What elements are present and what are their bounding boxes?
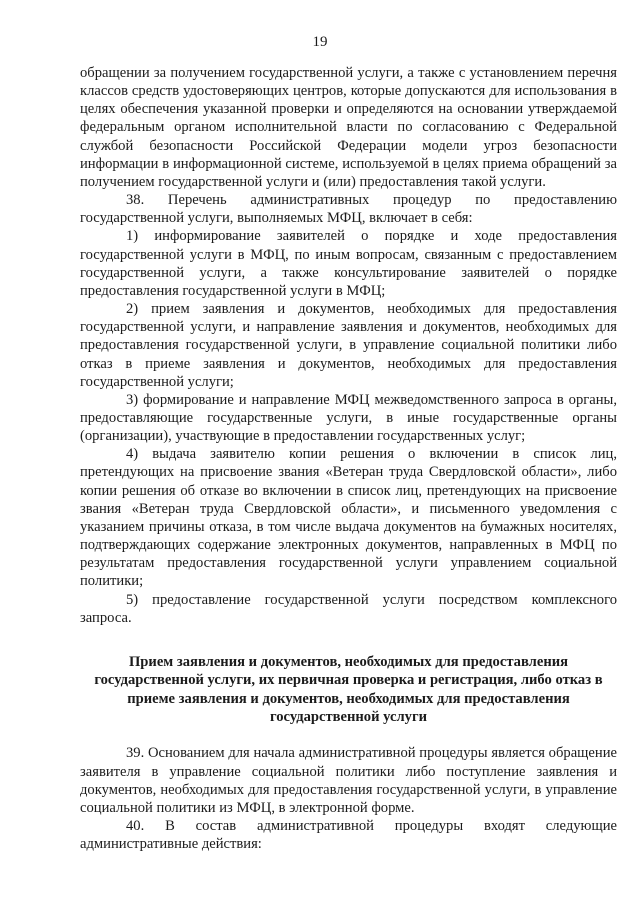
paragraph: 1) информирование заявителей о порядке и ходе предоставления государственной услуги в МФЦ, по иным вопросам, связанным с предоставлением государственной услуги, а также консультирование заявителей о порядке предоставления государственной услуги в МФЦ; <box>80 228 617 299</box>
paragraph: 40. В состав административной процедуры входят следующие административные действия: <box>80 818 617 853</box>
paragraph: 3) формирование и направление МФЦ межведомственного запроса в органы, предоставляющие государственные услуги, в иные государственные органы (организации), участвующие в предоставлении государственных услуг; <box>80 391 617 445</box>
paragraph: 38. Перечень административных процедур по предоставлению государственной услуги, выполняемых МФЦ, включает в себя: <box>80 192 617 227</box>
paragraph: 2) прием заявления и документов, необходимых для предоставления государственной услуги, и направление заявления и документов, необходимых для предоставления государственной услуги, в управление социальной политики либо отказ в приеме заявления и документов, необходимых для предоставления государственной услуги; <box>80 301 617 390</box>
page-number: 19 <box>312 34 328 50</box>
paragraph: 39. Основанием для начала административной процедуры является обращение заявителя в управление социальной политики либо поступление заявления и документов, необходимых для предоставления государственной услуги, в управление социальной политики из МФЦ, в электронной форме. <box>80 745 617 816</box>
section-heading: Прием заявления и документов, необходимых для предоставления государственной услуги, их первичная проверка и регистрация, либо отказ в приеме заявления и документов, необходимых для предоставления государственной услуги <box>94 653 603 726</box>
paragraph: обращении за получением государственной услуги, а также с установлением перечня классов средств удостоверяющих центров, которые допускаются для использования в целях обеспечения указанной проверки и определяются на основании утверждаемой федеральным органом исполнительной власти по согласованию с Федеральной службой безопасности Российской Федерации модели угроз безопасности информации в информационной системе, используемой в целях приема обращений за получением государственной услуги и (или) предоставления такой услуги. <box>80 65 617 190</box>
paragraphs-before <box>80 64 617 627</box>
document-body <box>80 64 617 853</box>
paragraphs-after <box>80 744 617 853</box>
paragraph: 5) предоставление государственной услуги посредством комплексного запроса. <box>80 591 617 626</box>
paragraph: 4) выдача заявителю копии решения о включении в список лиц, претендующих на присвоение звания «Ветеран труда Свердловской области», либо копии решения об отказе во включении в список лиц, претендующих на присвоение звания «Ветеран труда Свердловской области», и письменного уведомления с указанием причины отказа, в том числе выдача документов на бумажных носителях, подтверждающих содержание электронных документов, направленных в МФЦ по результатам предоставления государственной услуги управлением социальной политики; <box>80 446 617 590</box>
